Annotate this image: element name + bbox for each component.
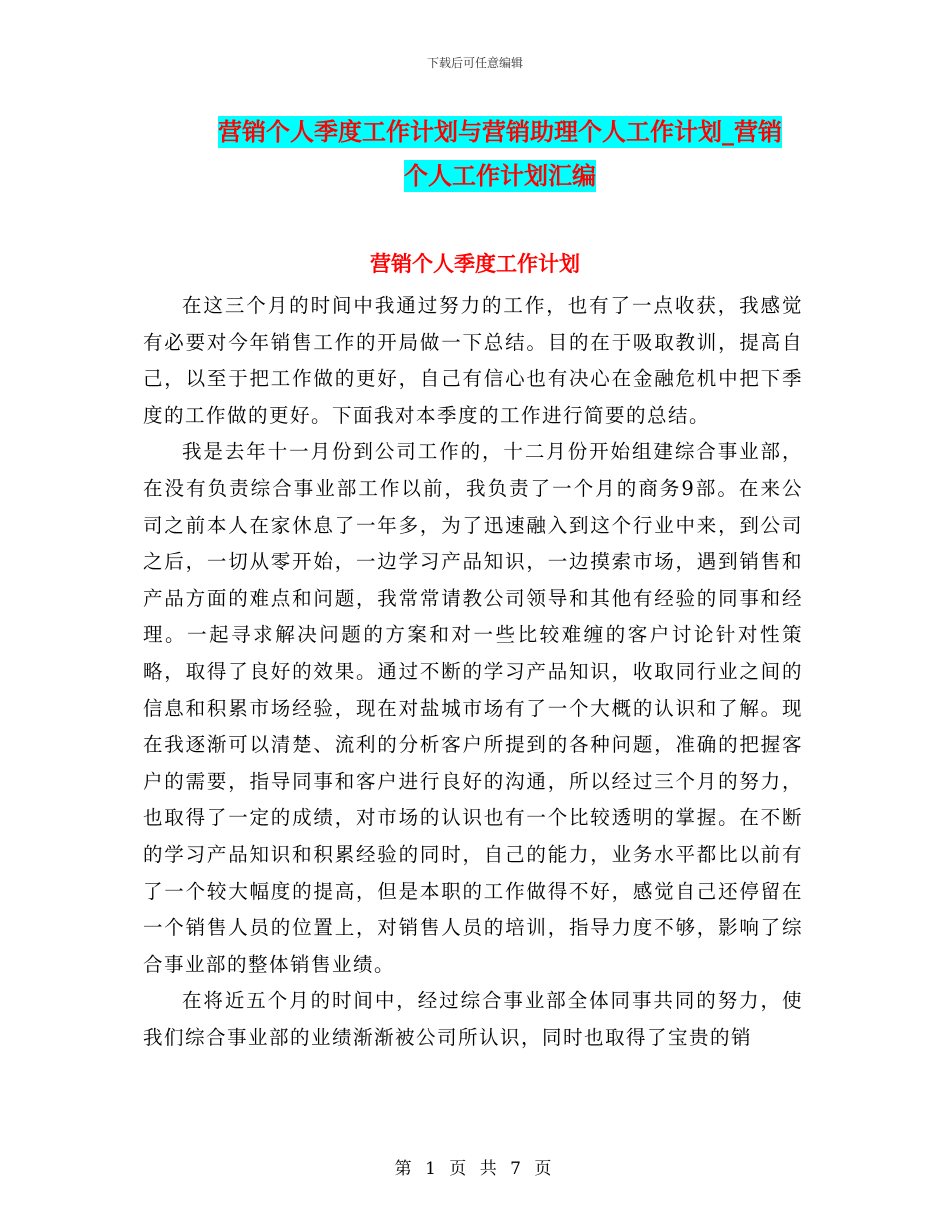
paragraph: 我是去年十一月份到公司工作的，十二月份开始组建综合事业部，在没有负责综合事业部工作以前，我负责了一个月的商务9部。在来公司之前本人在家休息了一年多，为了迅速融入到这个行业中来，到公司之后，一切从零开始，一边学习产品知识，一边摸索市场，遇到销售和产品方面的难点和问题，我常常请教公司领导和其他有经验的同事和经理。一起寻求解决问题的方案和对一些比较难缠的客户讨论针对性策略，取得了良好的效果。通过不断的学习产品知识，收取同行业之间的信息和积累市场经验，现在对盐城市场有了一个大概的认识和了解。现在我逐渐可以清楚、流利的分析客户所提到的各种问题，准确的把握客户的需要，指导同事和客户进行良好的沟通，所以经过三个月的努力，也取得了一定的成绩，对市场的认识也有一个比较透明的掌握。在不断的学习产品知识和积累经验的同时，自己的能力，业务水平都比以前有了一个较大幅度的提高，但是本职的工作做得不好，感觉自己还停留在一个销售人员的位置上，对销售人员的培训，指导力度不够，影响了综合事业部的整体销售业绩。 bbox=[143, 440, 803, 976]
header-note: 下载后可任意编辑 bbox=[426, 56, 523, 70]
paragraph: 在这三个月的时间中我通过努力的工作，也有了一点收获，我感觉有必要对今年销售工作的开局做一下总结。目的在于吸取教训，提高自己，以至于把工作做的更好，自己有信心也有决心在金融危机中把下季度的工作做的更好。下面我对本季度的工作进行简要的总结。 bbox=[143, 294, 803, 427]
main-title bbox=[140, 110, 860, 198]
body-text bbox=[143, 288, 803, 1056]
page-footer: 第 1 页 共 7 页 bbox=[394, 1159, 556, 1179]
section-title: 营销个人季度工作计划 bbox=[370, 252, 580, 276]
main-title-line-1: 营销个人季度工作计划与营销助理个人工作计划_营销 bbox=[218, 118, 782, 146]
main-title-line-2: 个人工作计划汇编 bbox=[404, 162, 596, 190]
paragraph: 在将近五个月的时间中，经过综合事业部全体同事共同的努力，使我们综合事业部的业绩渐渐被公司所认识，同时也取得了宝贵的销 bbox=[143, 989, 803, 1049]
